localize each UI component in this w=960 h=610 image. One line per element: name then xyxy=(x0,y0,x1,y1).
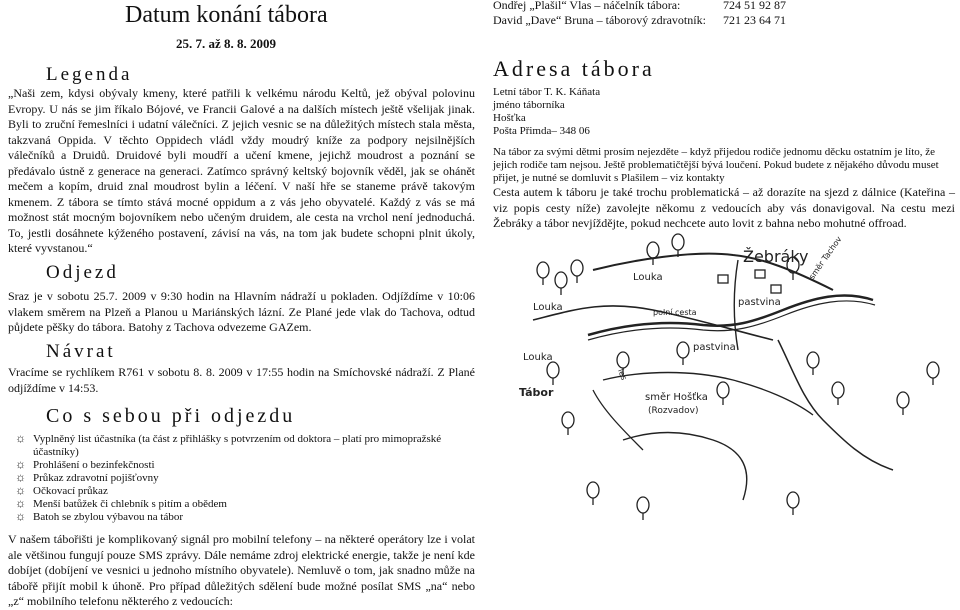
contact-label: David „Dave“ Bruna – táborový zdravotník: xyxy=(493,12,706,27)
list-item: ☼ Batoh se zbylou výbavou na tábor xyxy=(15,509,183,523)
page-title: Datum konání tábora xyxy=(125,2,328,28)
map-label-polni-cesta: polní cesta xyxy=(653,308,697,317)
footer-text: V našem tábořišti je komplikovaný signál pro mobilní telefony – na některé operátory lze i volat ale většinou fungují pouze SMS zprávy. Dále nemáme zdroj elektrické energie, takže je není kde dobíjet (dobíjení ve vesnici u jednoho místního obyvatele). Nemluvě o tom, jak snadno může na tábořě přijít mobil k úhoně. Pro případ důležitých sdělení bude možné posílat SMS „na“ nebo „z“ mobilního telefonu některého z vedoucích: xyxy=(8,532,475,608)
sun-bullet-icon: ☼ xyxy=(15,509,26,523)
road-line xyxy=(623,433,747,501)
tree-icon xyxy=(672,234,684,257)
map-label-pastvina: pastvina xyxy=(693,342,736,353)
sun-bullet-icon: ☼ xyxy=(15,496,26,510)
tree-icon xyxy=(637,497,649,520)
contact-row xyxy=(493,12,786,28)
sun-bullet-icon: ☼ xyxy=(15,483,26,497)
road-line xyxy=(603,373,813,416)
map-label-rozvadov: (Rozvadov) xyxy=(648,406,699,416)
list-item: ☼ Průkaz zdravotní pojišťovny xyxy=(15,470,159,484)
tree-icon xyxy=(832,382,844,405)
camp-map xyxy=(493,230,955,530)
map-label-hostka: směr Hošťka xyxy=(645,392,708,403)
house-icon xyxy=(771,285,781,293)
navrat-heading: Návrat xyxy=(46,341,116,362)
map-label-tabor: Tábor xyxy=(519,386,554,399)
tree-icon xyxy=(897,392,909,415)
tree-icon xyxy=(571,260,583,283)
contact-label: Ondřej „Plašil“ Vlas – náčelník tábora: xyxy=(493,0,681,12)
address-line: Letní tábor T. K. Káňata xyxy=(493,86,601,98)
address-line: Pošta Přimda– 348 06 xyxy=(493,125,590,137)
map-label-louka: Louka xyxy=(533,302,563,313)
tree-icon xyxy=(537,262,549,285)
list-item: ☼ Prohlášení o bezinfekčnosti xyxy=(15,457,155,471)
tree-icon xyxy=(807,352,819,375)
road-line xyxy=(778,340,893,470)
legenda-heading: Legenda xyxy=(46,64,133,85)
list-item: ☼ Očkovací průkaz xyxy=(15,483,108,497)
map-label-tachov: směr Tachov xyxy=(807,234,844,282)
house-icon xyxy=(718,275,728,283)
map-label-louka: Louka xyxy=(523,352,553,363)
odjezd-text: Sraz je v sobotu 25.7. 2009 v 9:30 hodin na Hlavním nádraží u pokladen. Odjíždíme v 10:06 vlakem směrem na Plzeň a Planou u Mariánských lázní. Ze Plané jede vlak do Tachova, odtud půjdete pěšky do tábora. Batohy z Tachova odvezeme GAZem. xyxy=(8,289,475,334)
tree-icon xyxy=(547,362,559,385)
tree-icon xyxy=(677,342,689,365)
sun-bullet-icon: ☼ xyxy=(15,457,26,471)
tree-icon xyxy=(717,382,729,405)
road-line xyxy=(593,390,643,450)
map-label-louka: Louka xyxy=(633,272,663,283)
tree-icon xyxy=(927,362,939,385)
visit-note: Na tábor za svými dětmi prosím nejezděte – když přijedou rodiče jednomu děcku ostatním je líto, že jejich rodiče tam nejsou. Ještě problematičtější bývá loučení. Pokud budete z nějakého důvodu muset přijet, je nutné se domluvit s Plašilem – viz kontakty xyxy=(493,146,939,184)
tree-icon xyxy=(562,412,574,435)
adresa-heading: Adresa tábora xyxy=(493,56,655,81)
sebou-list xyxy=(8,433,475,524)
house-icon xyxy=(755,270,765,278)
tree-icon xyxy=(587,482,599,505)
address-block xyxy=(493,86,600,138)
map-label-zebraky: Žebráky xyxy=(743,247,809,266)
map-label-les: les xyxy=(616,367,629,382)
sun-bullet-icon: ☼ xyxy=(15,431,26,445)
map-label-pastvina: pastvina xyxy=(738,297,781,308)
list-item: ☼ Menší batůžek či chlebník s pitím a obědem xyxy=(15,496,227,510)
address-line: Hošťka xyxy=(493,112,526,124)
sebou-heading: Co s sebou při odjezdu xyxy=(46,405,296,427)
tree-icon xyxy=(647,242,659,265)
village-houses xyxy=(718,270,781,293)
list-item: ☼ Vyplněný list účastníka (ta část z přihlášky s potvrzením od doktora – platí pro mimopražské účastníky) xyxy=(15,431,442,458)
legenda-text: „Naši zem, kdysi obývaly kmeny, které patřili k velkému národu Keltů, jež obýval polovinu Evropy. U nás se jim říkalo Bójové, ve Francii Galové a na dalších místech ještě všelijak jinak. Byli to zruční řemeslníci i udatní válečníci. Z jejich vesnic se na důležitých místech stala města, takzvaná Oppida. V těchto Oppidech vládl vždy moudrý kníže za podpory nejsilnějších válečníků a Druidů. Druidové byli moudří a učení kmene, jejichž moudrost a poznání se předávalo ústně z generace na generaci. Zatímco správný keltský bojovník věděl, jak se ohánět mečem a kopím, druid znal moudrost bylin a léčení. V naší hře se staneme právě takovým kmenem. Z tábora se tímto stává mocné oppidum a z vás jeho obyvatelé. Každý z vás se má možnost stát mocným bojovníkem nebo učeným druidem, ale cesta na vrchol není jednoduchá. To, jestli dosáhnete kýženého postavení, závisí na vás, na tom jak budete schopni plnit úkoly, které vyvstanou.“ xyxy=(8,86,475,255)
contact-row xyxy=(493,0,786,13)
tree-icon xyxy=(555,272,567,295)
address-line: jméno táborníka xyxy=(493,99,565,111)
trees-group xyxy=(537,234,939,520)
sun-bullet-icon: ☼ xyxy=(15,470,26,484)
contact-phone: 721 23 64 71 xyxy=(723,12,786,27)
route-note: Cesta autem k táboru je také trochu problematická – až dorazíte na sjezd z dálnice (Kateřina – viz popis cesty níže) zavolejte někomu z vedoucích aby vás donavigoval. Na cestu mezi Žebráky a tábor nevjíždějte, pokud nechcete auto lovit z bahna nebo mohutné offroad. xyxy=(493,185,955,230)
navrat-text: Vracíme se rychlíkem R761 v sobotu 8. 8. 2009 v 17:55 hodin na Smíchovské nádraží. Z Plané odjíždíme v 14:53. xyxy=(8,365,475,395)
odjezd-heading: Odjezd xyxy=(46,262,119,283)
camp-dates: 25. 7. až 8. 8. 2009 xyxy=(176,36,277,51)
contacts xyxy=(493,0,786,27)
tree-icon xyxy=(787,492,799,515)
contact-phone: 724 51 92 87 xyxy=(723,0,786,12)
